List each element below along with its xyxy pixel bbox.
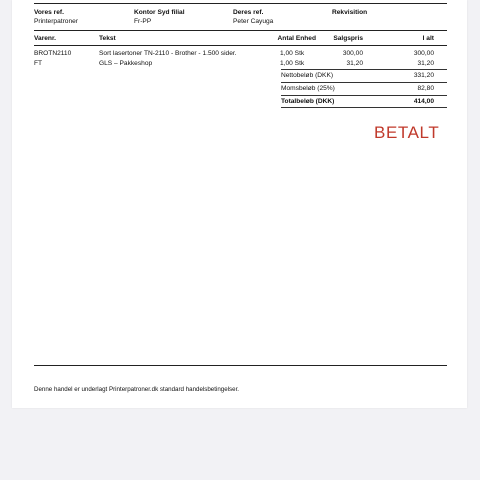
ref-label-theirs: Deres ref. — [233, 9, 264, 16]
net-amount-value: 331,20 — [413, 72, 434, 79]
row-2-qty: 1,00 Stk — [280, 60, 305, 67]
vat-top-rule — [281, 82, 447, 83]
footer-rule — [34, 365, 447, 366]
ref-label-office: Kontor Syd filial — [134, 9, 185, 16]
total-bottom-rule — [281, 107, 447, 108]
ref-label-requisition: Rekvisition — [332, 9, 368, 16]
ref-label-ours: Vores ref. — [34, 9, 64, 16]
row-1-total: 300,00 — [413, 50, 434, 57]
row-1-price: 300,00 — [342, 50, 363, 57]
vat-amount-value: 82,80 — [417, 85, 434, 92]
row-2-text: GLS – Pakkeshop — [99, 60, 153, 67]
col-header-total: I alt — [422, 35, 434, 42]
ref-value-office: Fr-PP — [134, 18, 152, 25]
header-top-rule — [34, 3, 447, 4]
ref-bottom-rule — [34, 30, 447, 31]
net-amount-label: Nettobeløb (DKK) — [281, 72, 334, 79]
col-header-price: Salgspris — [333, 35, 363, 42]
paid-stamp: BETALT — [374, 123, 440, 142]
row-1-sku: BROTN2110 — [34, 50, 72, 57]
row-2-sku: FT — [34, 60, 43, 67]
col-header-sku: Varenr. — [34, 35, 56, 42]
footer-terms: Denne handel er underlagt Printerpatroner.dk standard handelsbetingelser. — [34, 386, 240, 393]
total-amount-value: 414,00 — [413, 98, 434, 105]
row-2-total: 31,20 — [417, 60, 434, 67]
total-amount-label: Totalbeløb (DKK) — [281, 98, 335, 105]
table-header-rule — [34, 45, 447, 46]
row-1-text: Sort lasertoner TN-2110 - Brother - 1.500 sider. — [99, 50, 237, 57]
col-header-text: Tekst — [99, 35, 116, 42]
row-2-price: 31,20 — [346, 60, 363, 67]
invoice-page — [12, 0, 467, 408]
ref-value-theirs: Peter Cayuga — [233, 18, 274, 25]
totals-top-rule — [281, 69, 447, 70]
row-1-qty: 1,00 Stk — [280, 50, 305, 57]
vat-amount-label: Momsbeløb (25%) — [281, 85, 335, 92]
ref-value-ours: Printerpatroner — [34, 18, 78, 25]
total-top-rule — [281, 95, 447, 96]
col-header-qty: Antal Enhed — [277, 35, 316, 42]
